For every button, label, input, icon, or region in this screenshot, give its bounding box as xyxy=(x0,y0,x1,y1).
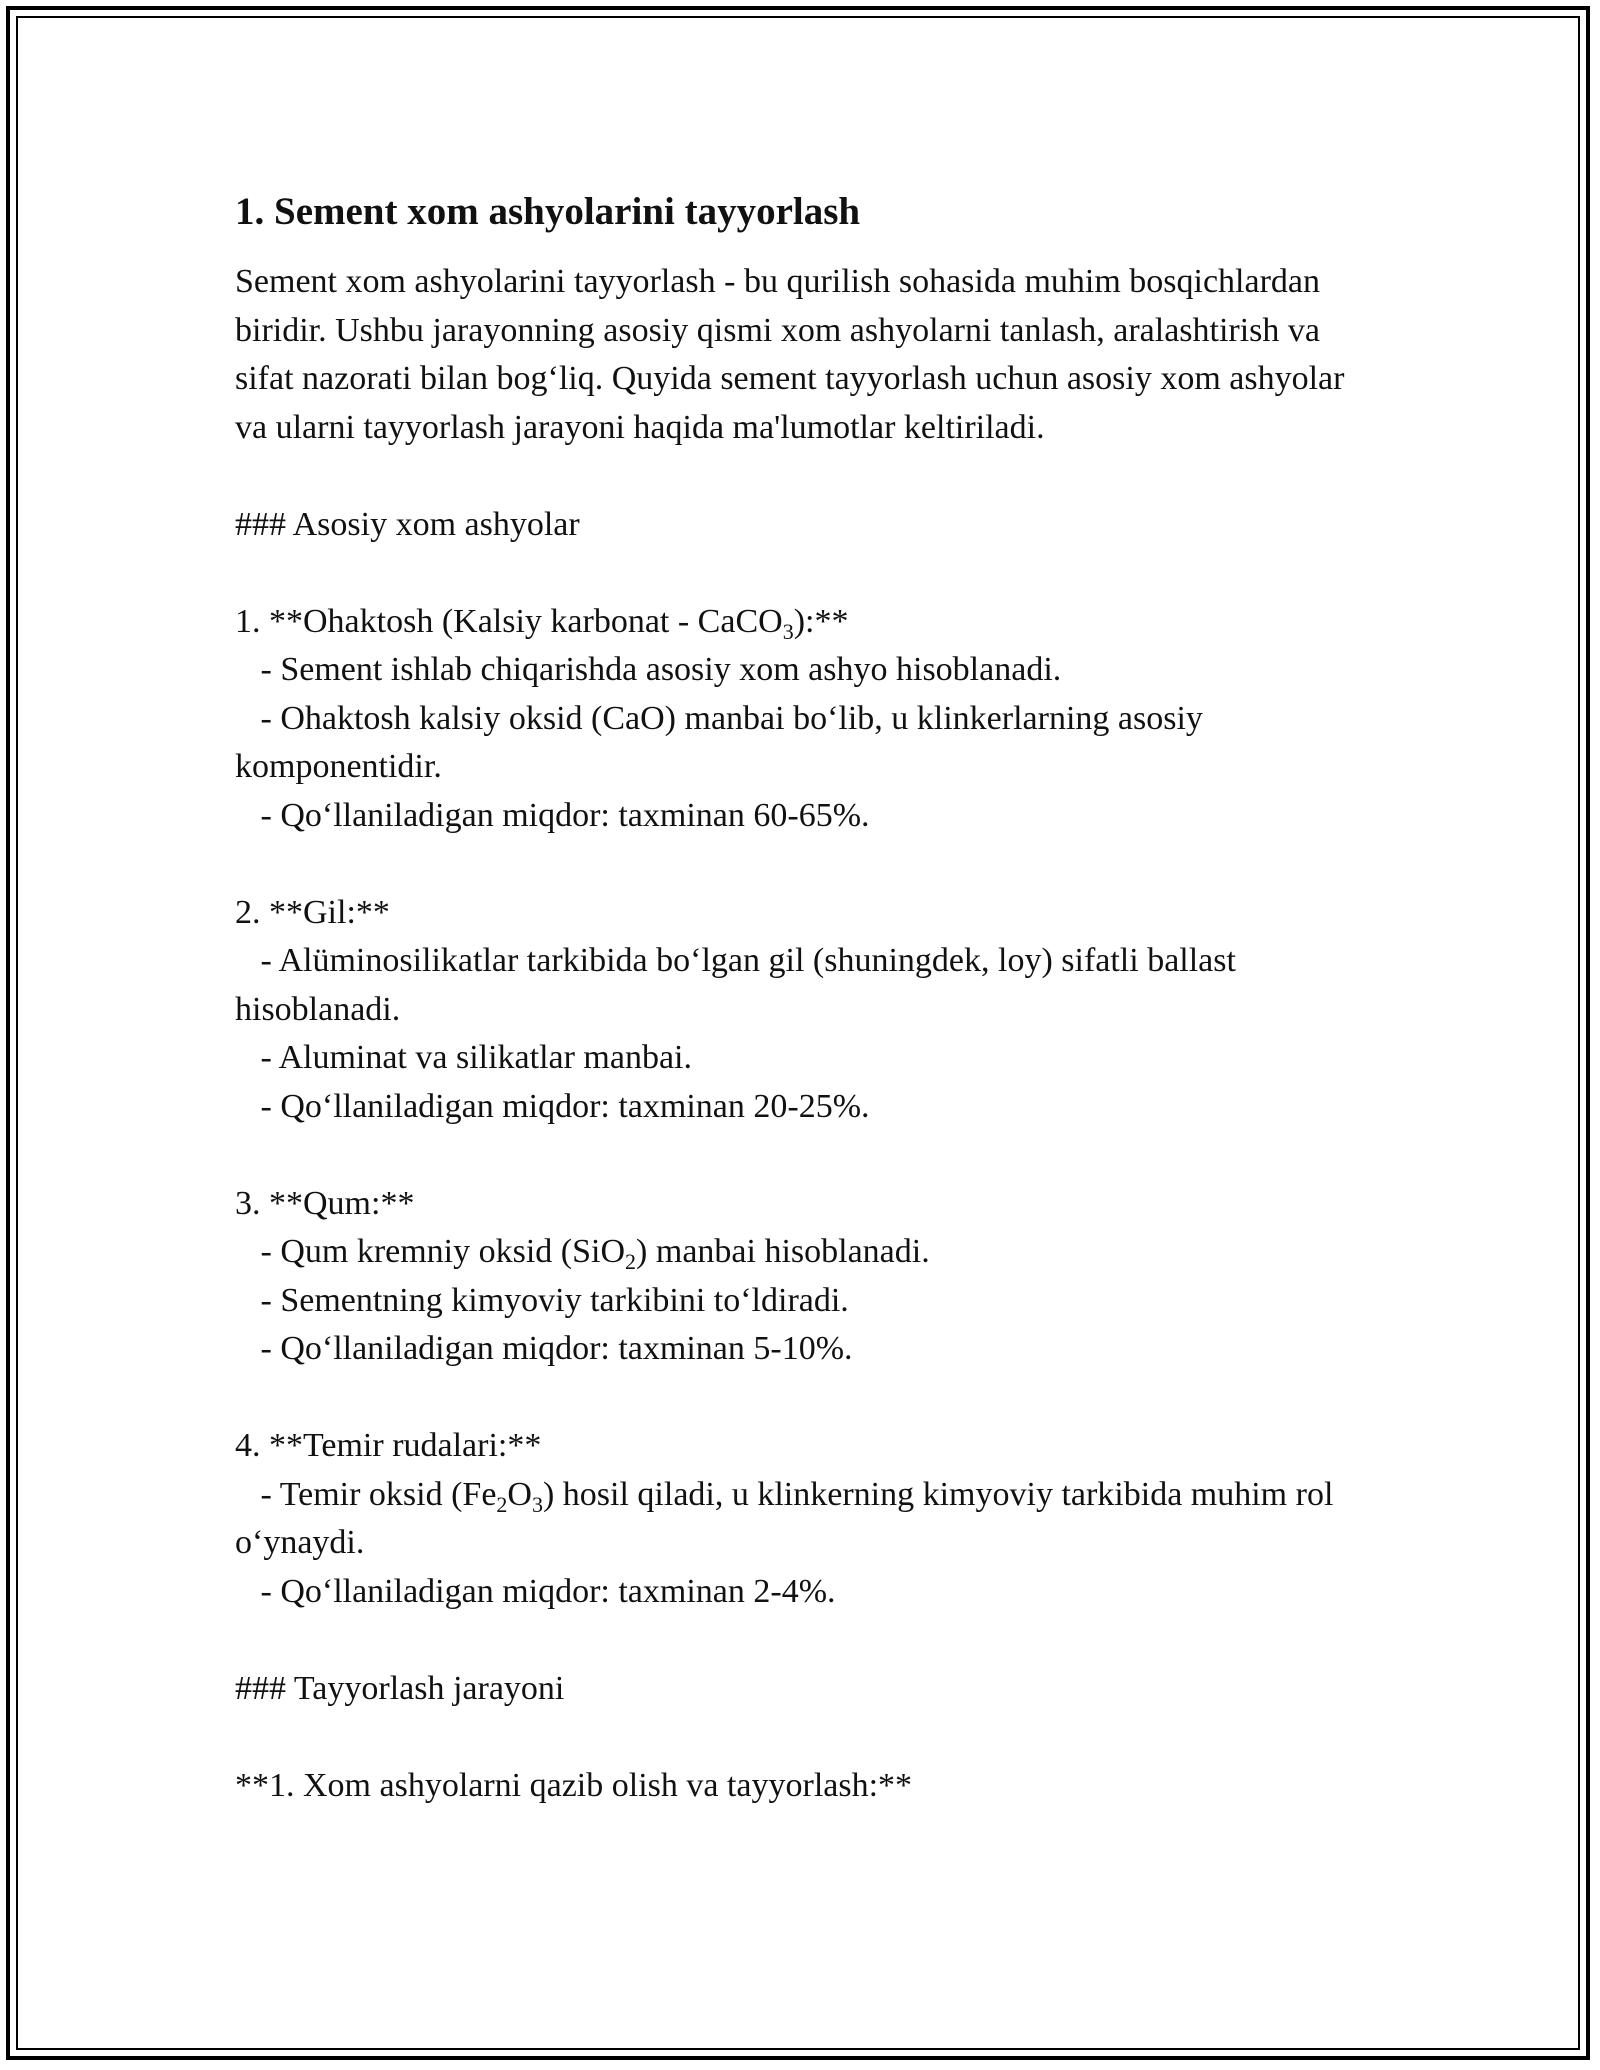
list-item: - Sementning kimyoviy tarkibini to‘ldiradi. xyxy=(235,1281,849,1319)
list-item: - Ohaktosh kalsiy oksid (CaO) manbai bo‘lib, u klinkerlarning asosiy komponentidir. xyxy=(235,699,1212,785)
list-item: - Qo‘llaniladigan miqdor: taxminan 20-25%. xyxy=(235,1087,870,1125)
step-heading: **1. Xom ashyolarni qazib olish va tayyorlash:** xyxy=(235,1766,913,1804)
spacer xyxy=(235,1616,1375,1665)
spacer xyxy=(235,549,1375,598)
list-item: - Aluminat va silikatlar manbai. xyxy=(235,1039,693,1076)
item-heading-clay: 2. **Gil:** xyxy=(235,893,390,931)
intro-paragraph: Sement xom ashyolarini tayyorlash - bu qurilish sohasida muhim bosqichlardan biridir. Ushbu jarayonning asosiy qismi xom ashyolarni tanlash, aralashtirish va sifat nazorati bilan bog‘liq. Quyida sement tayyorlash uchun asosiy xom ashyolar va ularni tayyorlash jarayoni haqida ma'lumotlar keltiriladi. xyxy=(235,263,1345,446)
spacer xyxy=(235,1374,1375,1423)
list-item: - Qo‘llaniladigan miqdor: taxminan 2-4%. xyxy=(235,1572,836,1610)
document-title: 1. Sement xom ashyolarini tayyorlash xyxy=(235,190,861,233)
list-item: - Qo‘llaniladigan miqdor: taxminan 60-65%. xyxy=(235,796,870,834)
document-body xyxy=(235,186,1375,1810)
section-heading-process: ### Tayyorlash jarayoni xyxy=(235,1669,565,1707)
spacer xyxy=(235,1131,1375,1180)
spacer xyxy=(235,1713,1375,1762)
spacer xyxy=(235,452,1375,501)
list-item: - Sement ishlab chiqarishda asosiy xom ashyo hisoblanadi. xyxy=(235,651,1062,688)
list-item: - Alüminosilikatlar tarkibida bo‘lgan gil (shuningdek, loy) sifatli ballast hisoblanadi. xyxy=(235,942,1245,1028)
list-item: - Qum kremniy oksid (SiO$_2$) manbai hisoblanadi. xyxy=(235,1233,930,1274)
item-heading-limestone: 1. **Ohaktosh (Kalsiy karbonat - CaCO$_3$):** xyxy=(235,602,849,644)
spacer xyxy=(235,840,1375,889)
section-heading-raw-materials: ### Asosiy xom ashyolar xyxy=(235,505,580,543)
item-heading-iron-ore: 4. **Temir rudalari:** xyxy=(235,1427,542,1464)
list-item: - Qo‘llaniladigan miqdor: taxminan 5-10%. xyxy=(235,1330,853,1367)
item-heading-sand: 3. **Qum:** xyxy=(235,1184,415,1222)
list-item: - Temir oksid $(Fe_2O_3)$ hosil qiladi, u klinkerning kimyoviy tarkibida muhim rol o‘ynaydi. xyxy=(235,1475,1342,1561)
